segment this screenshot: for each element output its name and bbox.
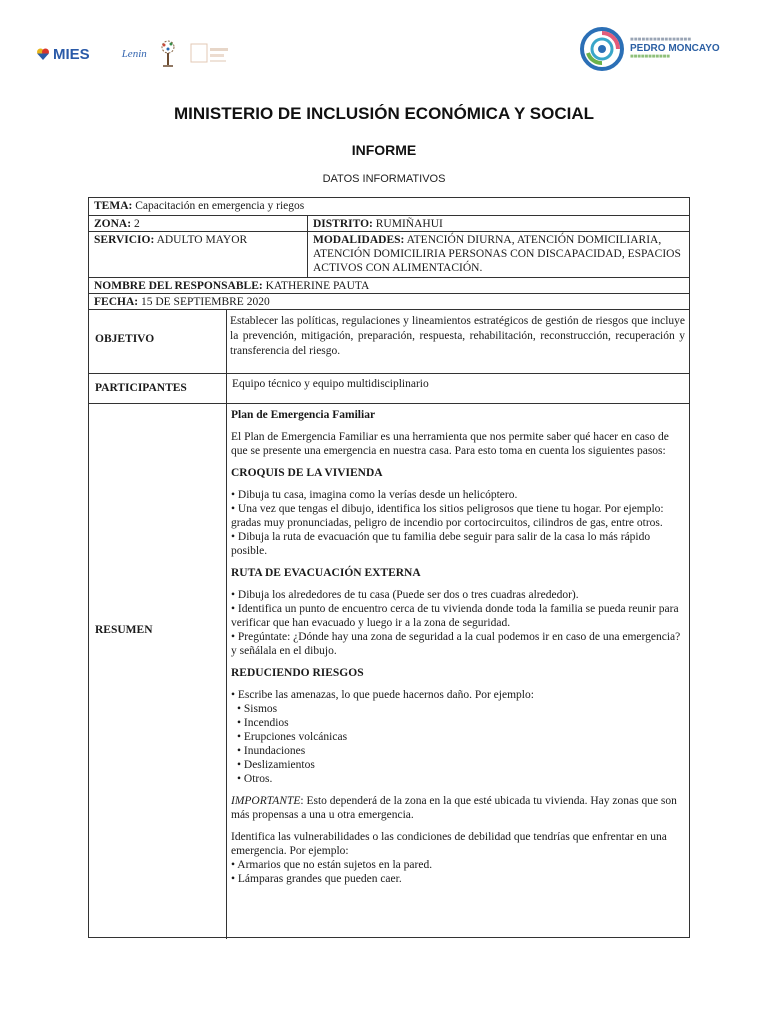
vulnerabilidades-paragraph	[231, 830, 686, 886]
list-item: • Identifica un punto de encuentro cerca de tu vivienda donde toda la familia se pueda reunir para verificar que han evacuado y luego ir a la zona de seguridad.	[231, 603, 679, 629]
list-item: • Dibuja los alrededores de tu casa (Puede ser dos o tres cuadras alrededor).	[231, 589, 579, 601]
responsable-label: NOMBRE DEL RESPONSABLE:	[94, 280, 263, 292]
plan-intro: El Plan de Emergencia Familiar es una herramienta que nos permite saber qué hacer en caso de que se presente una emergencia en nuestra casa. Para esto toma en cuenta los siguientes pasos:	[231, 431, 669, 457]
list-item: • Pregúntate: ¿Dónde hay una zona de seguridad a la cual podemos ir en caso de una emergencia? y señálala en el dibujo.	[231, 631, 681, 657]
participantes-label: PARTICIPANTES	[95, 382, 187, 394]
table-row-resumen	[89, 404, 689, 939]
modalidades-label: MODALIDADES:	[313, 234, 405, 246]
pedro-moncayo-name: PEDRO MONCAYO	[630, 42, 720, 54]
croquis-title: CROQUIS DE LA VIVIENDA	[231, 467, 383, 479]
modalidades-value: ATENCIÓN DIURNA, ATENCIÓN DOMICILIARIA, ATENCIÓN DOMICILIRIA PERSONAS CON DISCAPACIDAD, ESPACIOS ACTIVOS CON ALIMENTACIÓN.	[313, 234, 681, 274]
ruta-list	[231, 588, 686, 658]
fecha-label: FECHA:	[94, 296, 139, 308]
table-row-tema	[89, 198, 689, 216]
servicio-label: SERVICIO:	[94, 234, 155, 246]
riesgos-title: REDUCIENDO RIESGOS	[231, 667, 364, 679]
table-row-responsable	[89, 278, 689, 294]
plan-heading: Plan de Emergencia Familiar	[231, 409, 376, 421]
faded-logo-icon	[189, 40, 231, 68]
table-row-objetivo	[89, 310, 689, 374]
lenin-logo: Lenin	[121, 48, 147, 60]
table-row-participantes	[89, 374, 689, 404]
list-item: • Dibuja la ruta de evacuación que tu familia debe seguir para salir de la casa lo más rápido posible.	[231, 531, 651, 557]
mies-logo	[36, 46, 90, 63]
list-item: • Inundaciones	[237, 745, 306, 757]
importante-paragraph	[231, 794, 686, 822]
objetivo-value: Establecer las políticas, regulaciones y lineamientos estratégicos de gestión de riesgos que incluye la prevención, mitigación, preparación, respuesta, rehabilitación, reconstrucción, recuperación y transferencia del riesgo.	[230, 315, 685, 357]
vulnerabilidades-text: Identifica las vulnerabilidades o las condiciones de debilidad que tendrías que enfrentar en una emergencia. Por ejemplo:	[231, 831, 667, 857]
table-row-fecha	[89, 294, 689, 310]
table-row-zona	[89, 216, 689, 232]
tema-label: TEMA:	[94, 200, 133, 212]
distrito-label: DISTRITO:	[313, 218, 373, 230]
list-item: • Dibuja tu casa, imagina como la verías desde un helicóptero.	[231, 489, 518, 501]
heart-icon	[36, 47, 50, 61]
pedro-moncayo-logo: ■■■■■■■■■■■■■■■■ PEDRO MONCAYO ■■■■■■■■■■■	[580, 22, 730, 76]
resumen-label: RESUMEN	[95, 624, 153, 636]
responsable-value: KATHERINE PAUTA	[265, 280, 370, 292]
ruta-title: RUTA DE EVACUACIÓN EXTERNA	[231, 567, 421, 579]
mies-logo-text: MIES	[53, 45, 90, 63]
header-left-logos	[36, 36, 231, 72]
zona-label: ZONA:	[94, 218, 132, 230]
list-item: • Sismos	[237, 703, 278, 715]
page-title: MINISTERIO DE INCLUSIÓN ECONÓMICA Y SOCIAL	[174, 104, 594, 123]
objetivo-label: OBJETIVO	[95, 333, 155, 345]
info-table	[88, 197, 690, 938]
list-item: • Otros.	[237, 773, 273, 785]
importante-text: : Esto dependerá de la zona en la que esté ubicada tu vivienda. Hay zonas que son más propensas a una u otra emergencia.	[231, 795, 677, 821]
list-item: • Deslizamientos	[237, 759, 315, 771]
list-item: • Erupciones volcánicas	[237, 731, 348, 743]
spiral-logo-icon	[580, 27, 624, 71]
list-item: • Incendios	[237, 717, 289, 729]
distrito-value: RUMIÑAHUI	[375, 218, 443, 230]
riesgos-list	[231, 688, 686, 786]
importante-label: IMPORTANTE	[231, 795, 301, 807]
list-item: • Una vez que tengas el dibujo, identifica los sitios peligrosos que tiene tu hogar. Por ejemplo: gradas muy pronunciadas, peligro de incendio por cortocircuitos, cilindros de gas, entre otros.	[231, 503, 664, 529]
zona-value: 2	[133, 218, 140, 230]
list-item: • Armarios que no están sujetos en la pared.	[231, 859, 433, 871]
tema-value: Capacitación en emergencia y riegos	[135, 200, 305, 212]
croquis-list	[231, 488, 686, 558]
servicio-value: ADULTO MAYOR	[156, 234, 248, 246]
riesgos-intro: • Escribe las amenazas, lo que puede hacernos daño. Por ejemplo:	[231, 689, 534, 701]
tree-logo-icon	[157, 39, 179, 69]
list-item: • Lámparas grandes que pueden caer.	[231, 873, 402, 885]
section-title: DATOS INFORMATIVOS	[322, 173, 446, 185]
participantes-value: Equipo técnico y equipo multidisciplinario	[232, 378, 429, 390]
fecha-value: 15 DE SEPTIEMBRE 2020	[140, 296, 270, 308]
resumen-content	[231, 408, 686, 886]
table-row-servicio	[89, 232, 689, 278]
report-subtitle: INFORME	[351, 142, 417, 158]
